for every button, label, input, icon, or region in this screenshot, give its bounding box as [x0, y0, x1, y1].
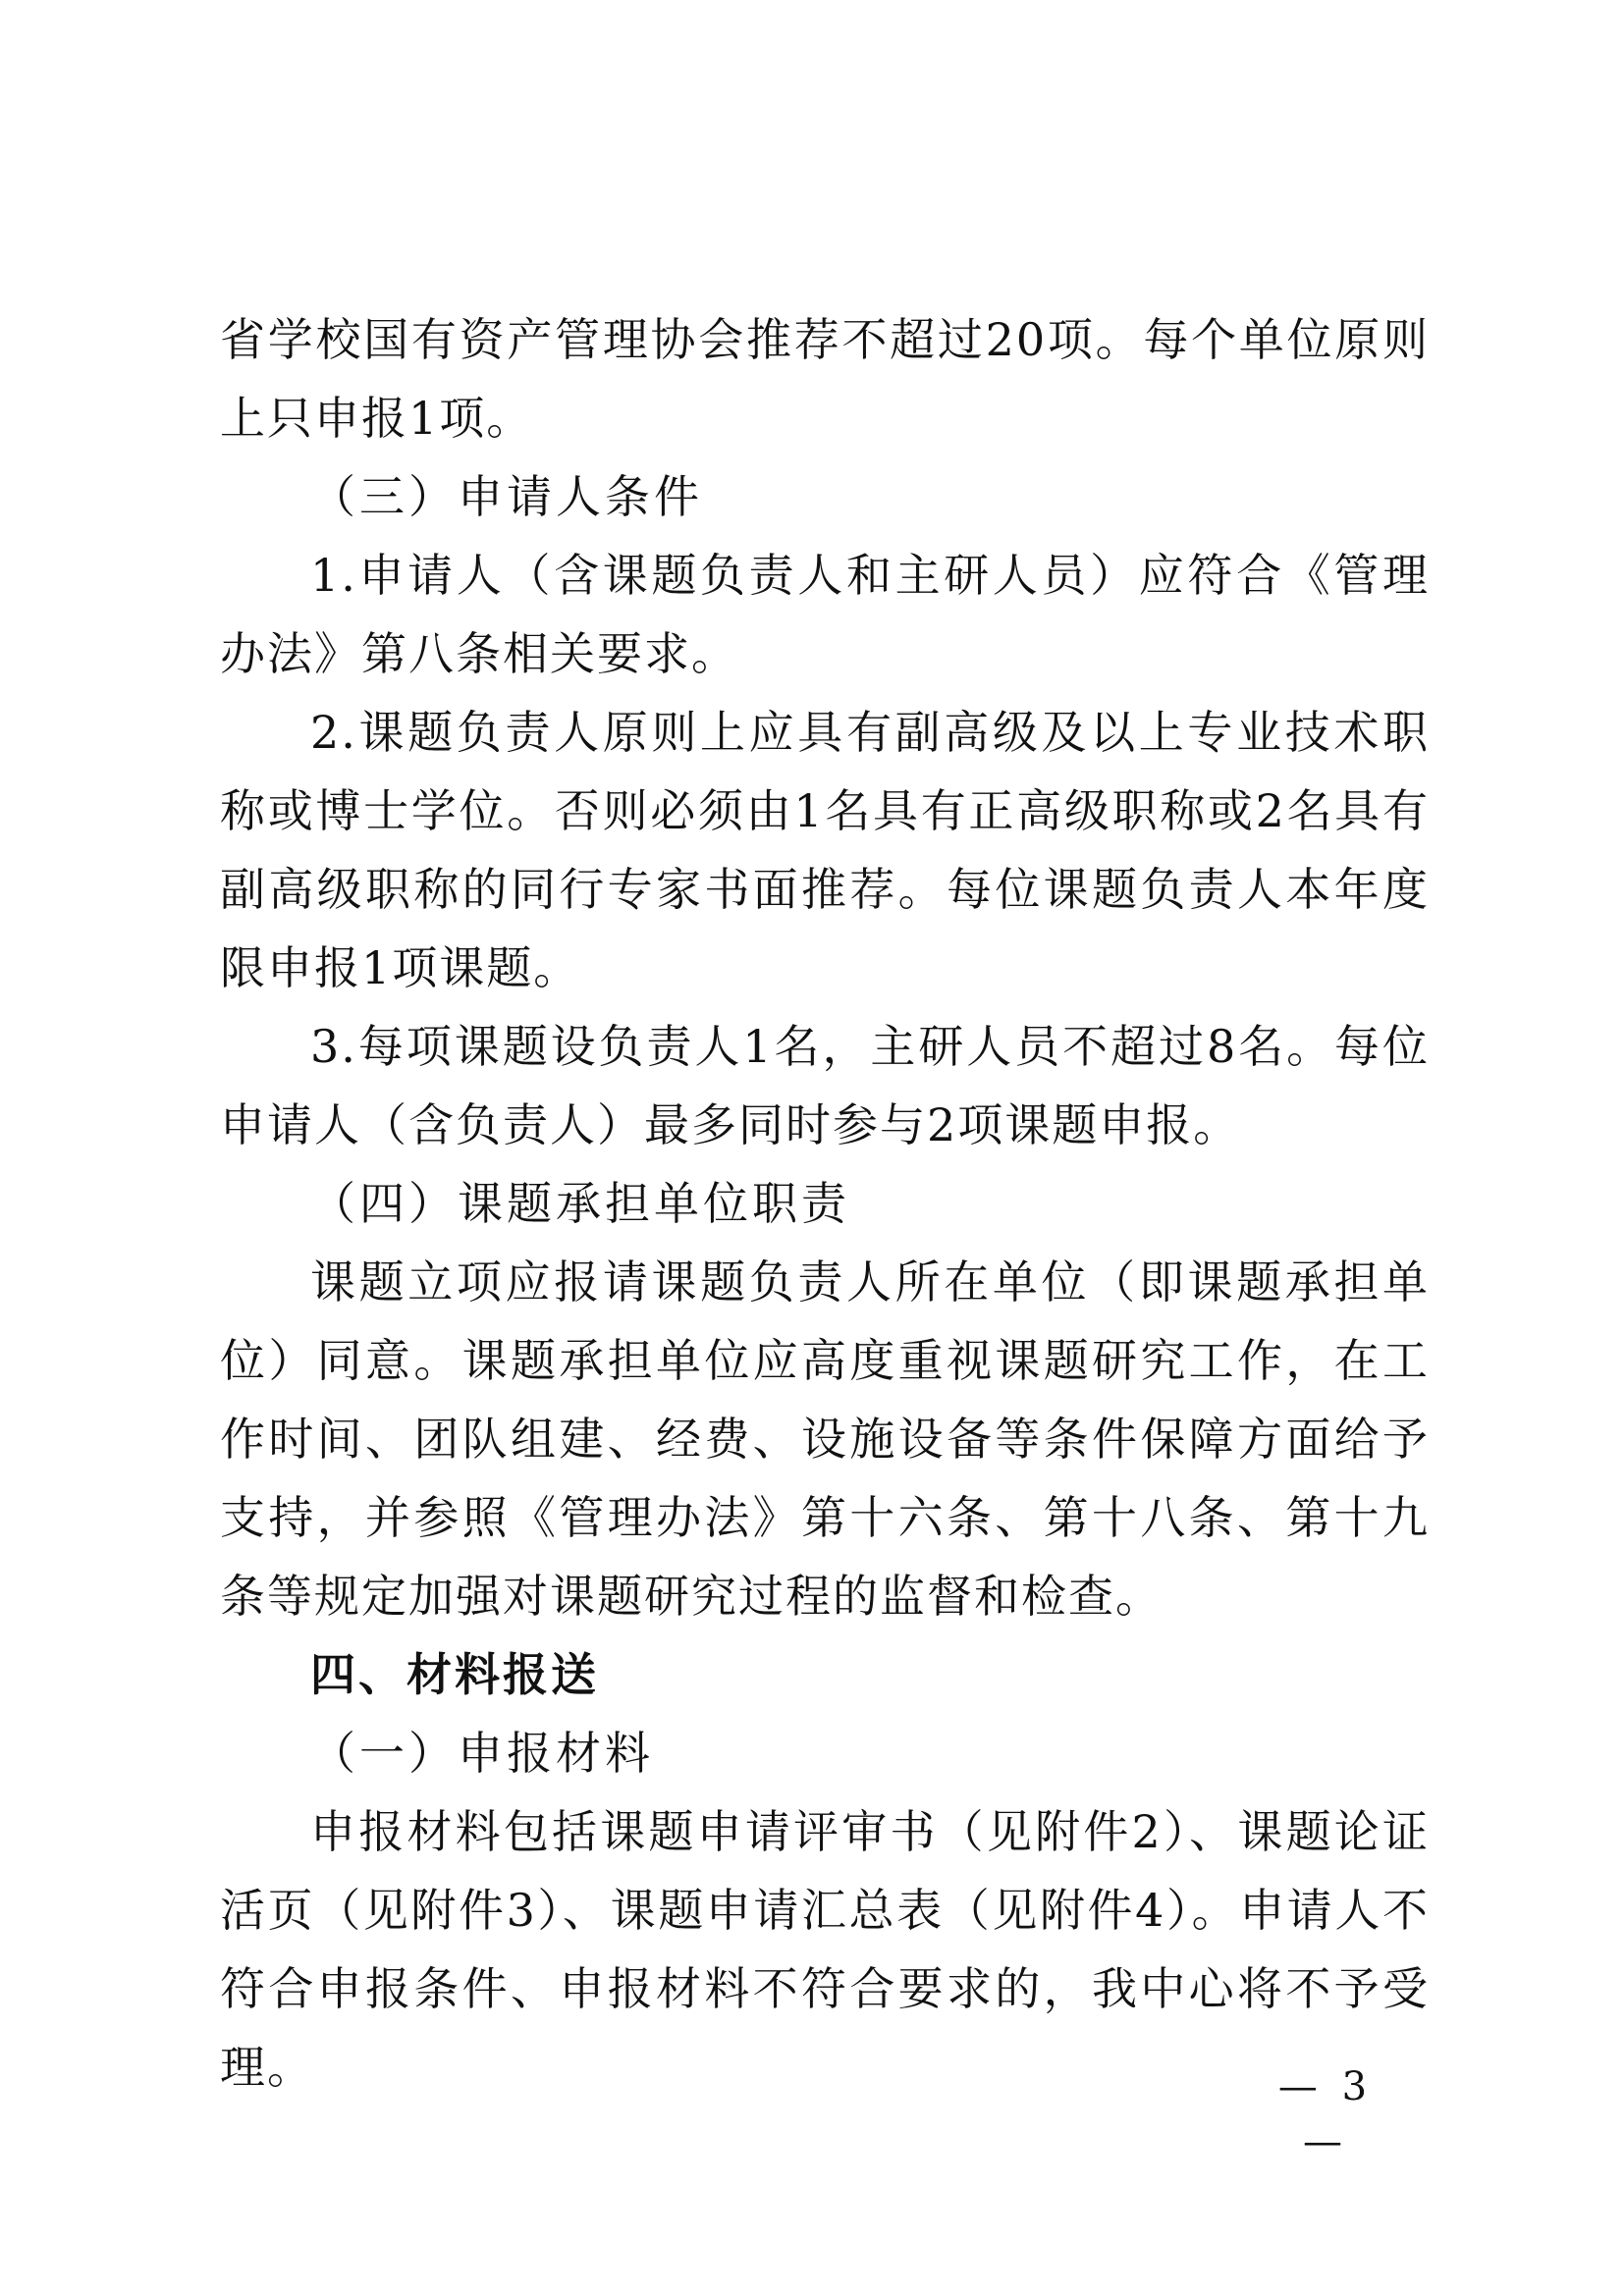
paragraph-condition-2: 2.课题负责人原则上应具有副高级及以上专业技术职称或博士学位。否则必须由1名具有正高级职称或2名具有副高级职称的同行专家书面推荐。每位课题负责人本年度限申报1项课题。: [220, 706, 1430, 994]
paragraph-application-materials: 申报材料包括课题申请评审书（见附件2）、课题论证活页（见附件3）、课题申请汇总表（见附件4）。申请人不符合申报条件、申报材料不符合要求的，我中心将不予受理。: [220, 1805, 1430, 2094]
document-body: [220, 300, 1430, 2107]
subheading-applicant-conditions: （三）申请人条件: [310, 470, 703, 523]
subheading-unit-duties: （四）课题承担单位职责: [310, 1177, 850, 1230]
page-number: — 3 —: [1277, 2064, 1374, 2164]
paragraph-continuation: 省学校国有资产管理协会推荐不超过20项。每个单位原则上只申报1项。: [220, 313, 1430, 445]
paragraph-condition-3: 3.每项课题设负责人1名，主研人员不超过8名。每位申请人（含负责人）最多同时参与2项课题申报。: [220, 1020, 1430, 1151]
paragraph-condition-1: 1.申请人（含课题负责人和主研人员）应符合《管理办法》第八条相关要求。: [220, 549, 1430, 680]
section-heading-materials: 四、材料报送: [310, 1648, 599, 1701]
subheading-application-materials: （一）申报材料: [310, 1727, 654, 1780]
paragraph-unit-duties: 课题立项应报请课题负责人所在单位（即课题承担单位）同意。课题承担单位应高度重视课题研究工作，在工作时间、团队组建、经费、设施设备等条件保障方面给予支持，并参照《管理办法》第十六条、第十八条、第十九条等规定加强对课题研究过程的监督和检查。: [220, 1255, 1430, 1623]
